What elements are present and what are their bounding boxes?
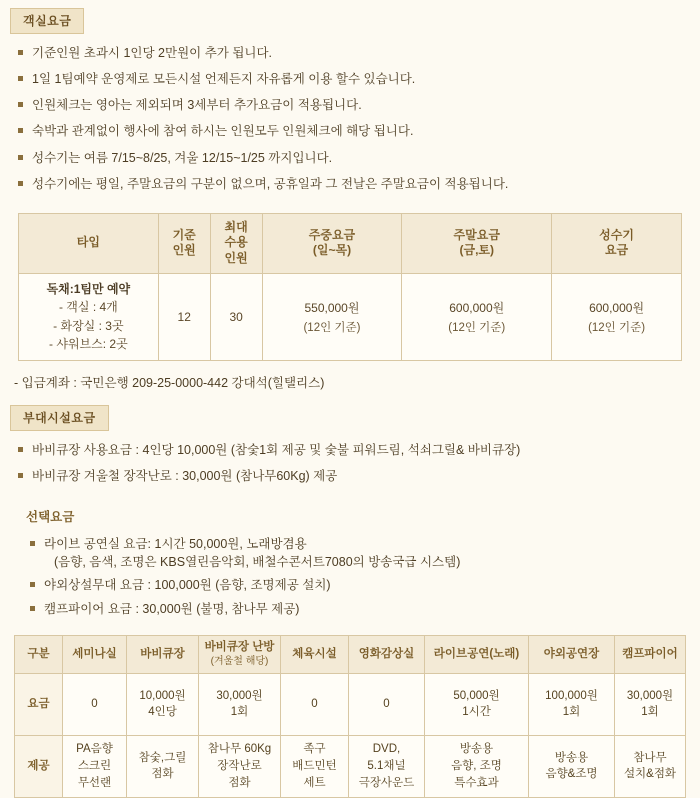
type-line-2: - 화장실 : 3곳	[53, 318, 124, 333]
option-list	[0, 535, 700, 623]
list-item	[30, 600, 700, 623]
option-price-subheading: 선택요금	[26, 510, 75, 525]
cell-peak-price: 600,000원 (12인 기준)	[552, 273, 682, 360]
table-header-row	[19, 213, 682, 273]
option-main-1: 라이브 공연실 요금: 1시간 50,000원, 노래방겸용	[44, 537, 307, 552]
list-item: 바비큐장 사용요금 : 4인당 10,000원 (참숯1회 제공 및 숯불 피워드림, 석쇠그릴& 바비큐장)	[18, 441, 700, 467]
cell-provided-live: 방송용 음향, 조명 특수효과	[425, 735, 529, 797]
col-weekday: 주중요금 (일~목)	[262, 213, 402, 273]
cell-provided-campfire: 참나무 설치&점화	[615, 735, 686, 797]
fcol-bbq-heating: 바비큐장 난방 (겨울철 해당)	[199, 635, 281, 673]
cell-provided-outdoor: 방송용 음향&조명	[529, 735, 615, 797]
room-table-body	[19, 273, 682, 360]
fcol-outdoor: 야외공연장	[529, 635, 615, 673]
table-row	[19, 273, 682, 360]
list-item: 1일 1팀예약 운영제로 모든시설 언제든지 자유롭게 이용 할수 있습니다.	[18, 70, 700, 96]
room-section-header-wrap	[10, 8, 700, 34]
facility-table-head	[15, 635, 686, 673]
cell-provided-seminar: PA음향 스크린 무선랜	[63, 735, 127, 797]
table-row	[15, 735, 686, 797]
table-header-row	[15, 635, 686, 673]
cell-price-seminar: 0	[63, 673, 127, 735]
cell-price-movie: 0	[349, 673, 425, 735]
facility-table-body	[15, 673, 686, 797]
list-item: 숙박과 관계없이 행사에 참여 하시는 인원모두 인원체크에 해당 됩니다.	[18, 122, 700, 148]
col-peak: 성수기 요금	[552, 213, 682, 273]
fcol-campfire: 캠프파이어	[615, 635, 686, 673]
list-item: 인원체크는 영아는 제외되며 3세부터 추가요금이 적용됩니다.	[18, 96, 700, 122]
room-table-head	[19, 213, 682, 273]
facility-section-header-wrap	[10, 405, 700, 431]
list-item: 바비큐장 겨울철 장작난로 : 30,000원 (참나무60Kg) 제공	[18, 467, 700, 493]
col-base-people: 기준 인원	[158, 213, 210, 273]
fcol-movie: 영화감상실	[349, 635, 425, 673]
facility-price-table	[14, 635, 686, 798]
row-head-provided: 제공	[15, 735, 63, 797]
cell-provided-sports: 족구 배드민턴 세트	[281, 735, 349, 797]
facility-section-header: 부대시설요금	[10, 405, 109, 431]
cell-price-outdoor: 100,000원 1회	[529, 673, 615, 735]
cell-price-live: 50,000원 1시간	[425, 673, 529, 735]
col-type: 타입	[19, 213, 159, 273]
type-line-1: - 객실 : 4개	[58, 300, 118, 315]
option-main-3: 캠프파이어 요금 : 30,000원 (불명, 참나무 제공)	[44, 601, 300, 616]
cell-base-people: 12	[158, 273, 210, 360]
cell-weekend-price: 600,000원 (12인 기준)	[402, 273, 552, 360]
fcol-bbq: 바비큐장	[127, 635, 199, 673]
list-item: 성수기에는 평일, 주말요금의 구분이 없으며, 공휴일과 그 전날은 주말요금이 적용됩니다.	[18, 175, 700, 201]
type-title: 독채:1팀만 예약	[46, 281, 131, 296]
room-notes-list	[0, 44, 700, 201]
cell-price-campfire: 30,000원 1회	[615, 673, 686, 735]
list-item	[30, 535, 700, 576]
cell-max-people: 30	[210, 273, 262, 360]
cell-provided-movie: DVD, 5.1채널 극장사운드	[349, 735, 425, 797]
cell-weekday-price: 550,000원 (12인 기준)	[262, 273, 402, 360]
cell-provided-bbq: 참숯,그릴 점화	[127, 735, 199, 797]
fcol-label: 구분	[15, 635, 63, 673]
cell-price-sports: 0	[281, 673, 349, 735]
list-item: 성수기는 여름 7/15~8/25, 겨울 12/15~1/25 까지입니다.	[18, 149, 700, 175]
option-sub-1: (음향, 음색, 조명은 KBS열린음악회, 배철수콘서트7080의 방송국급 시스템)	[54, 555, 461, 570]
table-row	[15, 673, 686, 735]
type-line-3: - 샤워브스: 2곳	[49, 337, 128, 352]
cell-provided-bbq-heating: 참나무 60Kg 장작난로 점화	[199, 735, 281, 797]
list-item: 기준인원 초과시 1인당 2만원이 추가 됩니다.	[18, 44, 700, 70]
bank-account-line: - 입금계좌 : 국민은행 209-25-0000-442 강대석(힐탤리스)	[14, 375, 325, 390]
facility-notes-list	[0, 441, 700, 493]
pricing-document	[0, 8, 700, 789]
cell-price-bbq-heating: 30,000원 1회	[199, 673, 281, 735]
room-section-header: 객실요금	[10, 8, 84, 34]
cell-type	[19, 273, 159, 360]
fcol-seminar: 세미나실	[63, 635, 127, 673]
fcol-live: 라이브공연(노래)	[425, 635, 529, 673]
row-head-price: 요금	[15, 673, 63, 735]
col-max-people: 최대 수용 인원	[210, 213, 262, 273]
room-price-table	[18, 213, 682, 361]
col-weekend: 주말요금 (금,토)	[402, 213, 552, 273]
list-item	[30, 576, 700, 599]
option-main-2: 야외상설무대 요금 : 100,000원 (음향, 조명제공 설치)	[44, 578, 331, 593]
fcol-sports: 체육시설	[281, 635, 349, 673]
cell-price-bbq: 10,000원 4인당	[127, 673, 199, 735]
